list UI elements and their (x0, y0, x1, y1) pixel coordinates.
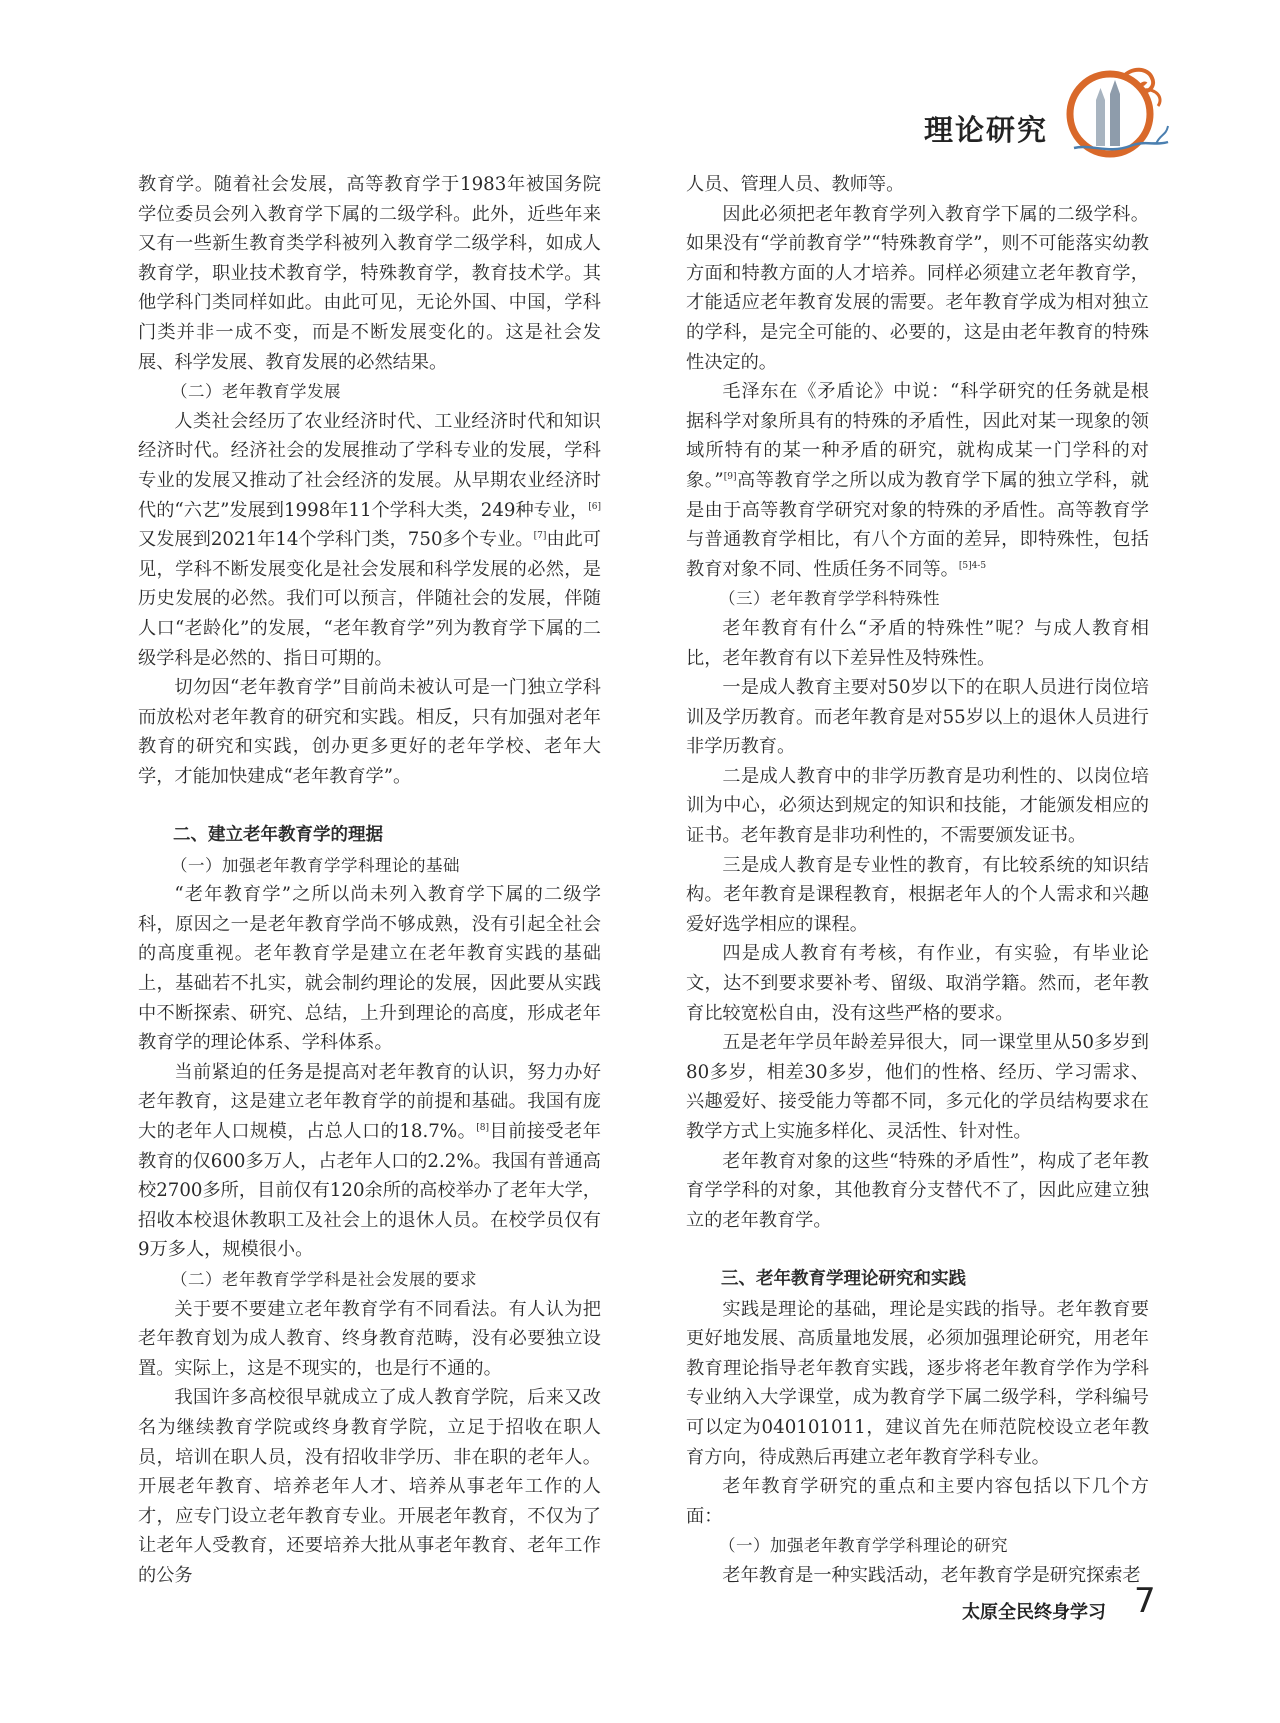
section-heading: 二、建立老年教育学的理据 (173, 825, 383, 846)
paragraph: 教育学。随着社会发展，高等教育学于1983年被国务院学位委员会列入教育学下属的二级学科。此外，近些年来又有一些新生教育类学科被列入教育学二级学科，如成人教育学，职业技术教育学，特殊教育学，教育技术学。其他学科门类同样如此。由此可见，无论外国、中国，学科门类并非一成不变，而是不断发展变化的。这是社会发展、科学发展、教育发展的必然结果。 (138, 174, 601, 373)
paragraph: 人员、管理人员、教师等。 (686, 174, 905, 195)
paragraph: 老年教育是一种实践活动，老年教育学是研究探索老 (722, 1564, 1141, 1586)
citation-ref: [6] (588, 501, 601, 512)
journal-name: 太原全民终身学习 (962, 1602, 1106, 1623)
paragraph: 老年教育对象的这些“特殊的矛盾性”，构成了老年教育学学科的对象，其他教育分支替代不了，因此应建立独立的老年教育学。 (686, 1150, 1149, 1231)
paragraph: 切勿因“老年教育学”目前尚未被认可是一门独立学科而放松对老年教育的研究和实践。相反，只有加强对老年教育的研究和实践，创办更多更好的老年学校、老年大学，才能加快建成“老年教育学”。 (138, 677, 601, 787)
paragraph: 实践是理论的基础，理论是实践的指导。老年教育要更好地发展、高质量地发展，必须加强理论研究，用老年教育理论指导老年教育实践，逐步将老年教育学作为学科专业纳入大学课堂，成为教育学下属二级学科，学科编号可以定为040101011，建议首先在师范院校设立老年教育方向，待成熟后再建立老年教育学科专业。 (686, 1298, 1149, 1468)
paragraph: 我国许多高校很早就成立了成人教育学院，后来又改名为继续教育学院或终身教育学院，立足于招收在职人员，培训在职人员，没有招收非学历、非在职的老年人。开展老年教育、培养老年人才、培养从事老年工作的人才，应专门设立老年教育专业。开展老年教育，不仅为了让老年人受教育，还要培养大批从事老年教育、老年工作的公务 (138, 1387, 601, 1586)
text-run: 人类社会经历了农业经济时代、工业经济时代和知识经济时代。经济社会的发展推动了学科专业的发展，学科专业的发展又推动了社会经济的发展。从早期农业经济时代的“六艺”发展到1998年11个学科大类，249种专业， (138, 410, 601, 521)
journal-logo-icon (1060, 64, 1178, 160)
subsection-heading: （一）加强老年教育学学科理论的基础 (171, 855, 460, 875)
text-run: 目前接受老年教育的仅600多万人，占老年人口的2.2%。我国有普通高校2700多所，目前仅有120余所的高校举办了老年大学，招收本校退休教职工及社会上的退休人员。在校学员仅有9万多人，规模很小。 (138, 1121, 601, 1261)
paragraph: 一是成人教育主要对50岁以下的在职人员进行岗位培训及学历教育。而老年教育是对55岁以上的退休人员进行非学历教育。 (686, 677, 1149, 758)
subsection-heading: （二）老年教育学发展 (171, 382, 341, 402)
subsection-heading: （三）老年教育学学科特殊性 (719, 589, 940, 609)
text-run: 高等教育学之所以成为教育学下属的独立学科，就是由于高等教育学研究对象的特殊的矛盾性。高等教育学与普通教育学相比，有八个方面的差异，即特殊性，包括教育对象不同、性质任务不同等。 (686, 469, 1149, 580)
section-heading: 三、老年教育学理论研究和实践 (721, 1268, 966, 1289)
citation-ref: [7] (533, 531, 547, 542)
text-run: 由此可见，学科不断发展变化是社会发展和科学发展的必然，是历史发展的必然。我们可以预言，伴随社会的发展，伴随人口“老龄化”的发展，“老年教育学”列为教育学下属的二级学科是必然的、指日可期的。 (138, 529, 601, 669)
subsection-heading: （一）加强老年教育学学科理论的研究 (719, 1536, 1008, 1556)
text-run: 又发展到2021年14个学科门类，750多个专业。 (138, 529, 534, 551)
citation-ref: [9] (723, 471, 737, 482)
left-column (138, 170, 601, 1591)
paragraph: 老年教育有什么“矛盾的特殊性”呢？与成人教育相比，老年教育有以下差异性及特殊性。 (686, 617, 1149, 669)
paragraph: 五是老年学员年龄差异很大，同一课堂里从50多岁到80多岁，相差30多岁，他们的性格、经历、学习需求、兴趣爱好、接受能力等都不同，多元化的学员结构要求在教学方式上实施多样化、灵活性、针对性。 (686, 1032, 1149, 1142)
text-run: 毛泽东在《矛盾论》中说：“科学研究的任务就是根据科学对象所具有的特殊的矛盾性，因此对某一现象的领域所特有的某一种矛盾的研究，就构成某一门学科的对象。” (686, 381, 1149, 491)
paragraph: 三是成人教育是专业性的教育，有比较系统的知识结构。老年教育是课程教育，根据老年人的个人需求和兴趣爱好选学相应的课程。 (686, 854, 1149, 935)
paragraph: 二是成人教育中的非学历教育是功利性的、以岗位培训为中心，必须达到规定的知识和技能，才能颁发相应的证书。老年教育是非功利性的，不需要颁发证书。 (686, 765, 1149, 847)
page-number: 7 (1134, 1581, 1156, 1621)
text-run: 当前紧迫的任务是提高对老年教育的认识，努力办好老年教育，这是建立老年教育学的前提和基础。我国有庞大的老年人口规模，占总人口的18.7%。 (138, 1061, 601, 1142)
paragraph (138, 1058, 601, 1265)
citation-ref: [8] (476, 1122, 489, 1133)
paragraph: 因此必须把老年教育学列入教育学下属的二级学科。如果没有“学前教育学”“特殊教育学”，则不可能落实幼教方面和特教方面的人才培养。同样必须建立老年教育学，才能适应老年教育发展的需要。老年教育学成为相对独立的学科，是完全可能的、必要的，这是由老年教育的特殊性决定的。 (686, 203, 1149, 373)
right-column (686, 170, 1149, 1591)
paragraph (686, 377, 1149, 584)
paragraph: 老年教育学研究的重点和主要内容包括以下几个方面： (686, 1476, 1149, 1527)
paragraph (138, 407, 601, 673)
paragraph: 关于要不要建立老年教育学有不同看法。有人认为把老年教育划为成人教育、终身教育范畴，没有必要独立设置。实际上，这是不现实的，也是行不通的。 (138, 1298, 601, 1379)
paragraph: “老年教育学”之所以尚未列入教育学下属的二级学科，原因之一是老年教育学尚不够成熟，没有引起全社会的高度重视。老年教育学是建立在老年教育实践的基础上，基础若不扎实，就会制约理论的发展，因此要从实践中不断探索、研究、总结，上升到理论的高度，形成老年教育学的理论体系、学科体系。 (138, 884, 601, 1054)
section-title: 理论研究 (924, 113, 1049, 147)
paragraph: 四是成人教育有考核，有作业，有实验，有毕业论文，达不到要求要补考、留级、取消学籍。然而，老年教育比较宽松自由，没有这些严格的要求。 (686, 943, 1149, 1024)
citation-ref: [5]4-5 (958, 560, 987, 571)
subsection-heading: （二）老年教育学学科是社会发展的要求 (171, 1269, 477, 1289)
